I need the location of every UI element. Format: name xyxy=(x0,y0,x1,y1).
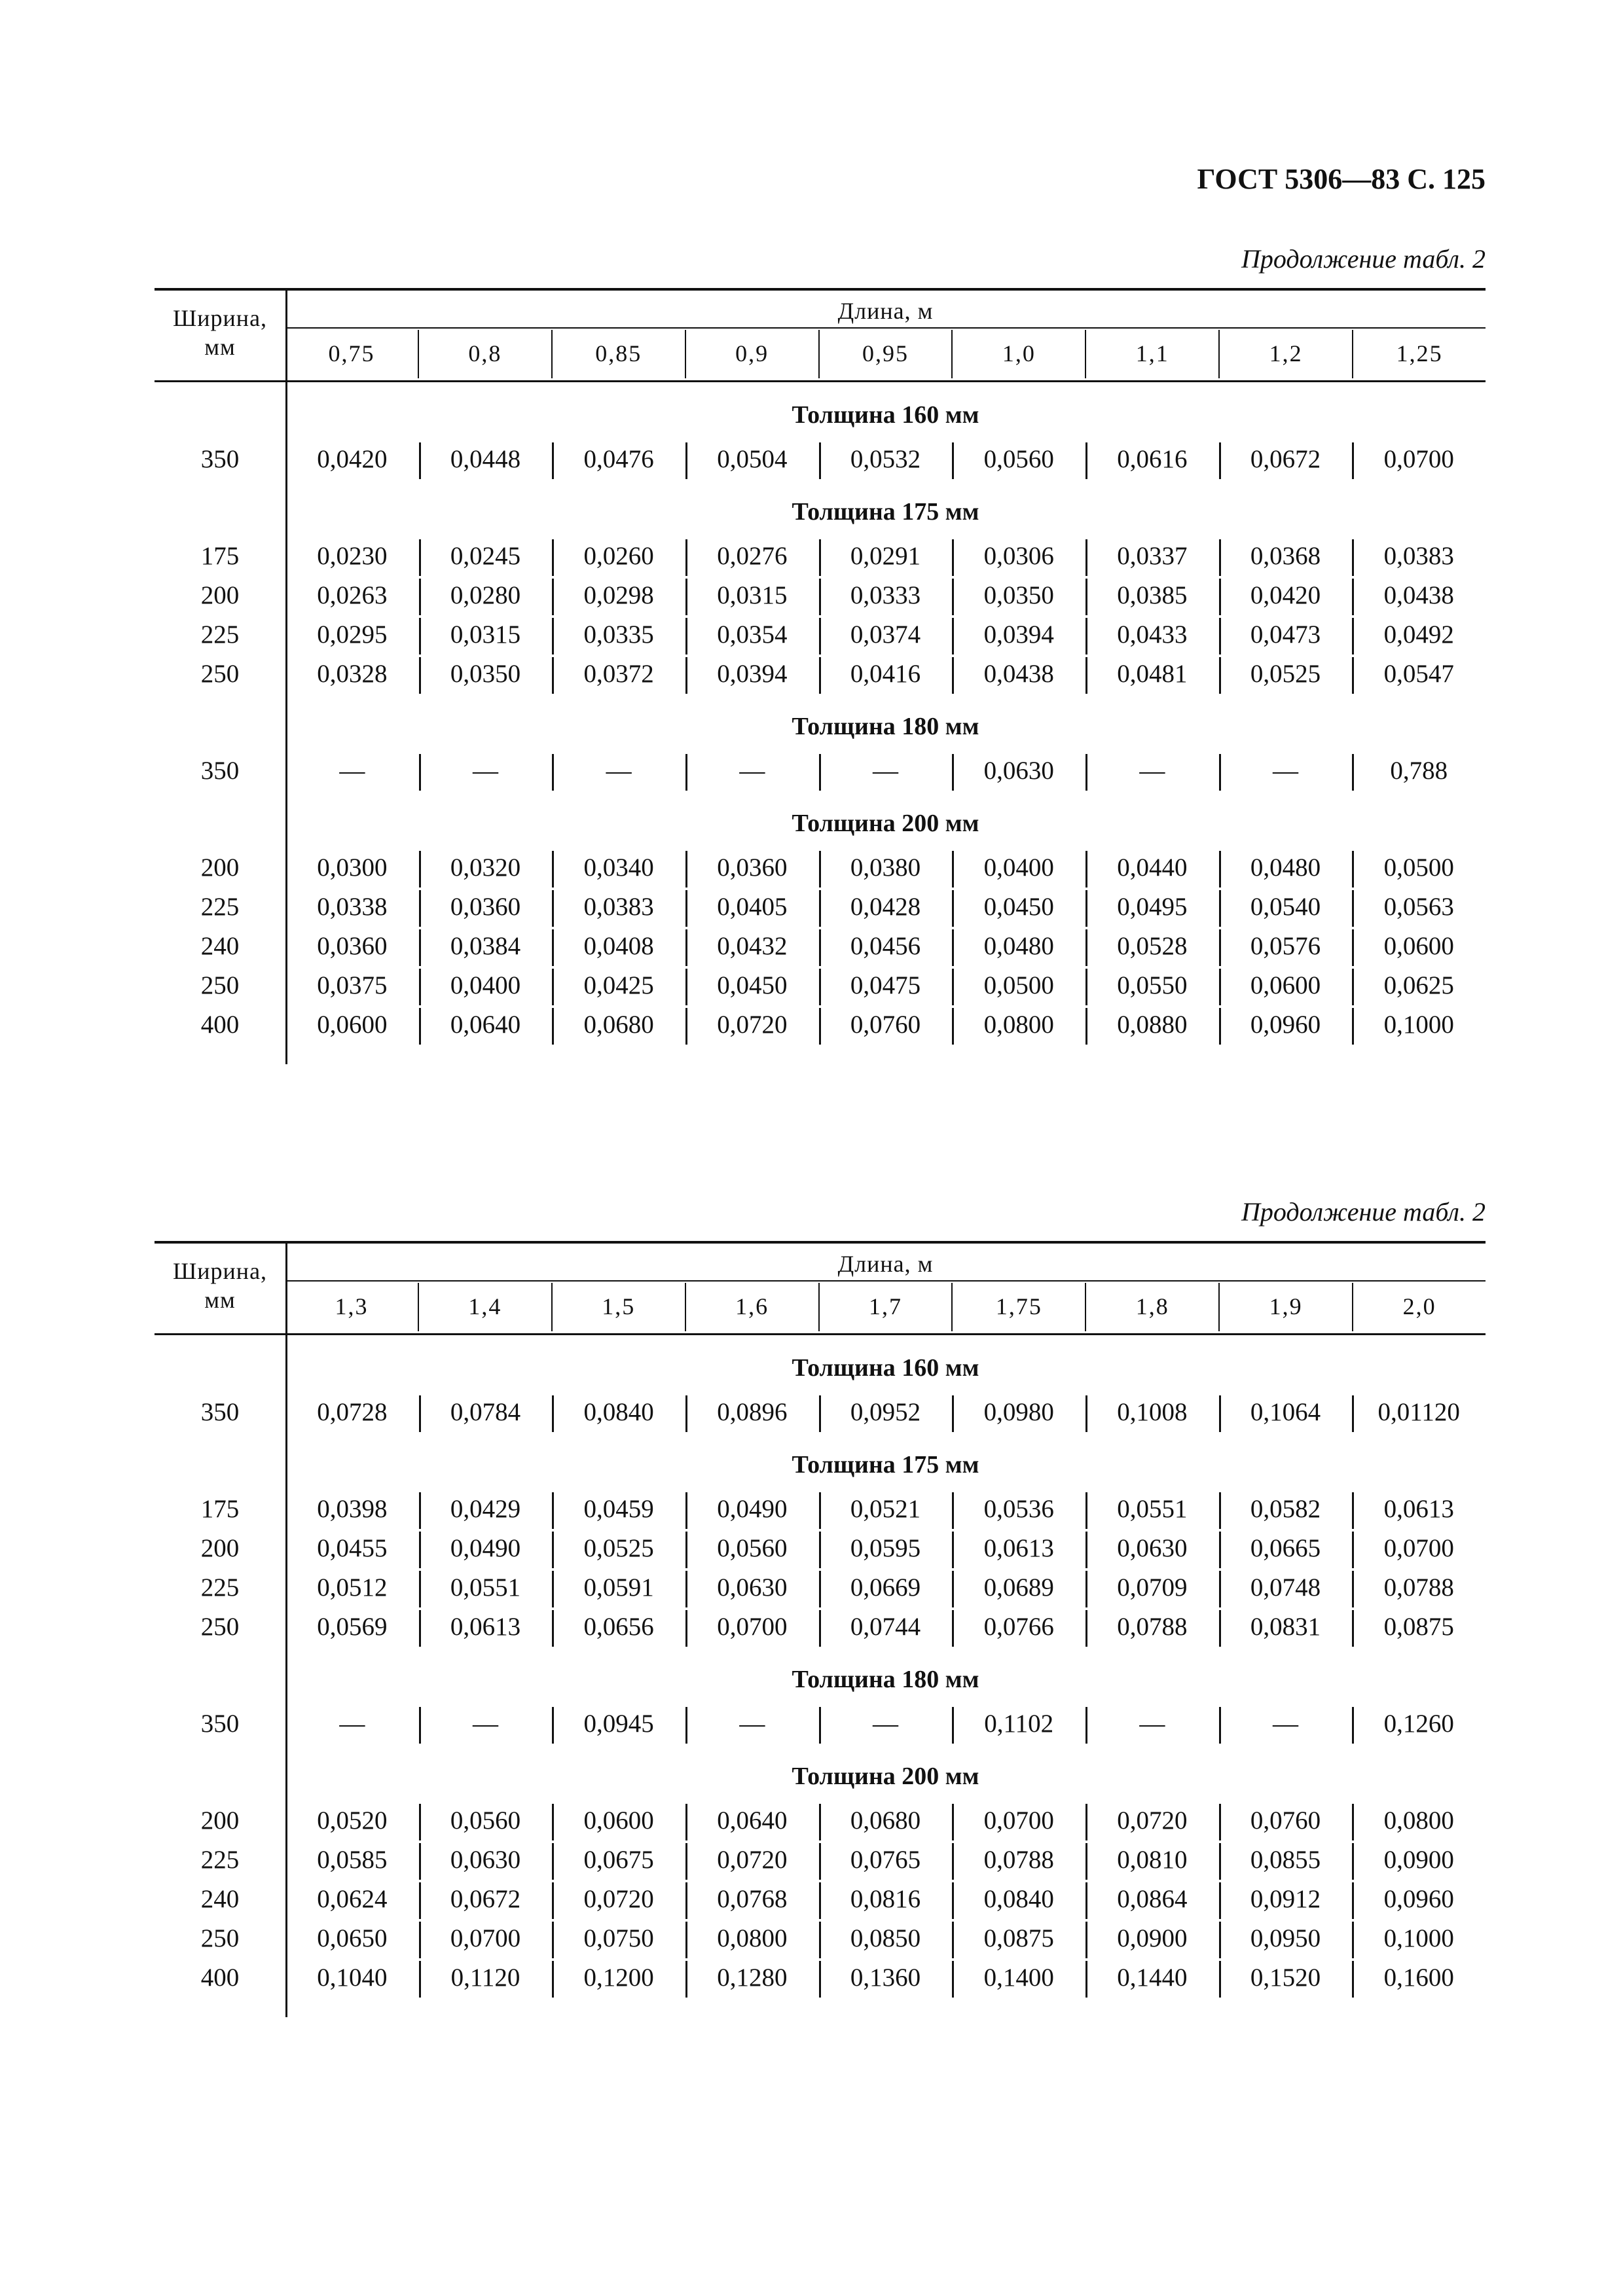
value-cell: 0,0504 xyxy=(685,440,819,479)
value-cell: 0,0420 xyxy=(317,445,388,473)
table-row xyxy=(155,966,1486,1005)
table-row xyxy=(155,888,1486,927)
table-row xyxy=(155,615,1486,655)
value-cell: 0,0521 xyxy=(819,1490,953,1529)
length-column: 1,2 xyxy=(1218,330,1352,378)
value-cell: 0,0433 xyxy=(1085,615,1219,655)
value-cell: 0,0333 xyxy=(819,576,953,615)
value-cell: 0,0850 xyxy=(819,1919,953,1958)
value-cell: 0,0438 xyxy=(952,655,1085,694)
value-cell: 0,0372 xyxy=(552,655,685,694)
value-cell: 0,0576 xyxy=(1219,927,1353,966)
value-cell: 0,0624 xyxy=(317,1885,388,1913)
value-cell: 0,0459 xyxy=(552,1490,685,1529)
value-cell: 0,0481 xyxy=(1085,655,1219,694)
value-cell: 0,1520 xyxy=(1219,1958,1353,1998)
width-cell: 240 xyxy=(200,1885,240,1913)
value-cell: 0,1360 xyxy=(819,1958,953,1998)
value-cell: 0,0600 xyxy=(317,1011,388,1039)
value-cell: 0,0875 xyxy=(952,1919,1085,1958)
value-cell: 0,0492 xyxy=(1352,615,1486,655)
width-cell: 350 xyxy=(200,1398,240,1426)
value-cell: 0,0368 xyxy=(1219,537,1353,576)
section-title: Толщина 175 мм xyxy=(792,1451,979,1479)
length-header: Длина, м xyxy=(285,1247,1486,1282)
length-column: 1,4 xyxy=(418,1283,551,1331)
value-cell: 0,0551 xyxy=(1085,1490,1219,1529)
value-cell: 0,1000 xyxy=(1352,1005,1486,1045)
value-cell: 0,0613 xyxy=(952,1529,1085,1568)
value-cell: 0,1120 xyxy=(419,1958,553,1998)
value-cell: 0,0720 xyxy=(685,1840,819,1880)
value-cell: 0,0394 xyxy=(952,615,1085,655)
length-column: 1,9 xyxy=(1218,1283,1352,1331)
value-cell: 0,0337 xyxy=(1085,537,1219,576)
value-cell: 0,0405 xyxy=(685,888,819,927)
value-cell: 0,0428 xyxy=(819,888,953,927)
width-cell: 250 xyxy=(200,1924,240,1952)
width-cell: 175 xyxy=(200,542,240,570)
value-cell: 0,0455 xyxy=(317,1534,388,1562)
value-cell: 0,0440 xyxy=(1085,848,1219,888)
value-cell: 0,0473 xyxy=(1219,615,1353,655)
value-cell: 0,0672 xyxy=(419,1880,553,1919)
value-cell: 0,0360 xyxy=(317,932,388,960)
value-cell: 0,0810 xyxy=(1085,1840,1219,1880)
section-title: Толщина 200 мм xyxy=(792,1763,979,1790)
value-cell: 0,0630 xyxy=(1085,1529,1219,1568)
value-cell: 0,0613 xyxy=(419,1607,553,1647)
value-cell: 0,0700 xyxy=(1352,440,1486,479)
table-header xyxy=(155,1241,1486,1335)
value-cell: 0,0320 xyxy=(419,848,553,888)
value-cell: 0,0490 xyxy=(419,1529,553,1568)
value-cell: 0,0665 xyxy=(1219,1529,1353,1568)
value-cell: 0,0760 xyxy=(819,1005,953,1045)
value-cell: 0,0563 xyxy=(1352,888,1486,927)
value-cell: 0,0630 xyxy=(952,751,1085,791)
width-cell: 175 xyxy=(200,1495,240,1523)
value-cell: 0,0550 xyxy=(1085,966,1219,1005)
value-cell: 0,0855 xyxy=(1219,1840,1353,1880)
value-cell: 0,0582 xyxy=(1219,1490,1353,1529)
length-header: Длина, м xyxy=(285,295,1486,329)
value-cell: 0,0230 xyxy=(317,542,388,570)
width-cell: 240 xyxy=(200,932,240,960)
value-cell: 0,0456 xyxy=(819,927,953,966)
length-column: 1,0 xyxy=(951,330,1085,378)
value-cell: 0,0480 xyxy=(952,927,1085,966)
value-cell: 0,0300 xyxy=(317,853,388,882)
value-cell: 0,1280 xyxy=(685,1958,819,1998)
value-cell: 0,0500 xyxy=(952,966,1085,1005)
value-cell: 0,0495 xyxy=(1085,888,1219,927)
value-cell: 0,0672 xyxy=(1219,440,1353,479)
table-row xyxy=(155,655,1486,694)
table-row xyxy=(155,1919,1486,1958)
value-cell: 0,0500 xyxy=(1352,848,1486,888)
value-cell: 0,0383 xyxy=(552,888,685,927)
value-cell: 0,0595 xyxy=(819,1529,953,1568)
value-cell: 0,0383 xyxy=(1352,537,1486,576)
table-row xyxy=(155,751,1486,791)
length-column: 1,5 xyxy=(551,1283,685,1331)
value-cell: 0,0374 xyxy=(819,615,953,655)
value-cell: 0,0945 xyxy=(552,1704,685,1744)
table-row xyxy=(155,927,1486,966)
value-cell: 0,0384 xyxy=(419,927,553,966)
width-cell: 250 xyxy=(200,1613,240,1641)
length-column: 0,95 xyxy=(818,330,952,378)
width-cell: 400 xyxy=(200,1964,240,1992)
width-cell: 200 xyxy=(200,581,240,609)
value-cell: 0,0432 xyxy=(685,927,819,966)
value-cell: 0,0700 xyxy=(685,1607,819,1647)
value-cell: 0,788 xyxy=(1352,751,1486,791)
value-cell: — xyxy=(819,1704,953,1744)
value-cell: 0,0613 xyxy=(1352,1490,1486,1529)
value-cell: 0,0800 xyxy=(952,1005,1085,1045)
table-body xyxy=(155,382,1486,1064)
table-caption: Продолжение табл. 2 xyxy=(1241,244,1486,274)
value-cell: 0,0952 xyxy=(819,1393,953,1432)
section-title: Толщина 160 мм xyxy=(792,401,979,429)
length-column: 1,6 xyxy=(685,1283,818,1331)
value-cell: 0,0640 xyxy=(419,1005,553,1045)
value-cell: 0,1000 xyxy=(1352,1919,1486,1958)
value-cell: 0,0429 xyxy=(419,1490,553,1529)
value-cell: 0,0400 xyxy=(419,966,553,1005)
value-cell: 0,0950 xyxy=(1219,1919,1353,1958)
value-cell: 0,0788 xyxy=(1352,1568,1486,1607)
value-cell: 0,0400 xyxy=(952,848,1085,888)
value-cell: 0,0291 xyxy=(819,537,953,576)
value-cell: 0,0640 xyxy=(685,1801,819,1840)
value-cell: 0,1040 xyxy=(317,1964,388,1992)
value-cell: 0,0394 xyxy=(685,655,819,694)
table-row xyxy=(155,848,1486,888)
value-cell: — xyxy=(1219,751,1353,791)
value-cell: 0,0784 xyxy=(419,1393,553,1432)
value-cell: 0,0625 xyxy=(1352,966,1486,1005)
value-cell: — xyxy=(685,751,819,791)
width-cell: 250 xyxy=(200,971,240,999)
value-cell: 0,0709 xyxy=(1085,1568,1219,1607)
table-row xyxy=(155,1393,1486,1432)
section-title: Толщина 180 мм xyxy=(792,1666,979,1693)
table-header xyxy=(155,288,1486,382)
value-cell: 0,0263 xyxy=(317,581,388,609)
value-cell: 0,0980 xyxy=(952,1393,1085,1432)
value-cell: 0,0720 xyxy=(552,1880,685,1919)
value-cell: 0,0669 xyxy=(819,1568,953,1607)
width-cell: 350 xyxy=(200,1710,240,1738)
width-cell: 225 xyxy=(200,620,240,649)
value-cell: 0,0750 xyxy=(552,1919,685,1958)
width-cell: 225 xyxy=(200,1846,240,1874)
value-cell: 0,1600 xyxy=(1352,1958,1486,1998)
value-cell: 0,0276 xyxy=(685,537,819,576)
length-columns xyxy=(285,330,1486,378)
value-cell: 0,0551 xyxy=(419,1568,553,1607)
value-cell: 0,1008 xyxy=(1085,1393,1219,1432)
value-cell: 0,0728 xyxy=(317,1398,388,1426)
value-cell: 0,0960 xyxy=(1352,1880,1486,1919)
value-cell: 0,0880 xyxy=(1085,1005,1219,1045)
value-cell: — xyxy=(819,751,953,791)
value-cell: 0,0315 xyxy=(685,576,819,615)
section-title: Толщина 180 мм xyxy=(792,713,979,740)
value-cell: 0,0385 xyxy=(1085,576,1219,615)
length-column: 1,1 xyxy=(1085,330,1218,378)
length-column: 0,9 xyxy=(685,330,818,378)
table-body xyxy=(155,1335,1486,2017)
table-row xyxy=(155,1529,1486,1568)
length-columns xyxy=(285,1283,1486,1331)
value-cell: 0,0630 xyxy=(685,1568,819,1607)
width-cell: 200 xyxy=(200,853,240,882)
value-cell: 0,0350 xyxy=(952,576,1085,615)
value-cell: 0,0476 xyxy=(552,440,685,479)
width-column-header: Ширина, мм xyxy=(172,1258,268,1313)
data-table xyxy=(155,1241,1486,2017)
value-cell: 0,0744 xyxy=(819,1607,953,1647)
value-cell: 0,0720 xyxy=(1085,1801,1219,1840)
value-cell: 0,0245 xyxy=(419,537,553,576)
value-cell: 0,0315 xyxy=(419,615,553,655)
value-cell: 0,0766 xyxy=(952,1607,1085,1647)
value-cell: 0,0900 xyxy=(1085,1919,1219,1958)
value-cell: 0,0528 xyxy=(1085,927,1219,966)
value-cell: 0,0398 xyxy=(317,1495,388,1523)
value-cell: 0,0380 xyxy=(819,848,953,888)
value-cell: 0,1200 xyxy=(552,1958,685,1998)
value-cell: 0,0360 xyxy=(685,848,819,888)
value-cell: 0,0831 xyxy=(1219,1607,1353,1647)
value-cell: 0,0800 xyxy=(1352,1801,1486,1840)
value-cell: — xyxy=(339,1710,365,1738)
value-cell: — xyxy=(339,757,365,785)
table-row xyxy=(155,1568,1486,1607)
value-cell: 0,0689 xyxy=(952,1568,1085,1607)
value-cell: 0,0569 xyxy=(317,1613,388,1641)
table-row xyxy=(155,440,1486,479)
value-cell: 0,1102 xyxy=(952,1704,1085,1744)
value-cell: 0,0800 xyxy=(685,1919,819,1958)
value-cell: 0,0295 xyxy=(317,620,388,649)
value-cell: 0,0450 xyxy=(952,888,1085,927)
width-cell: 250 xyxy=(200,660,240,688)
width-cell: 400 xyxy=(200,1011,240,1039)
value-cell: 0,0700 xyxy=(952,1801,1085,1840)
value-cell: 0,0600 xyxy=(552,1801,685,1840)
data-table xyxy=(155,288,1486,1064)
table-row xyxy=(155,1958,1486,1998)
table-row xyxy=(155,1801,1486,1840)
width-cell: 350 xyxy=(200,445,240,473)
value-cell: — xyxy=(419,751,553,791)
value-cell: 0,0656 xyxy=(552,1607,685,1647)
value-cell: 0,0480 xyxy=(1219,848,1353,888)
value-cell: 0,0720 xyxy=(685,1005,819,1045)
section-title: Толщина 160 мм xyxy=(792,1354,979,1382)
value-cell: 0,0408 xyxy=(552,927,685,966)
value-cell: 0,0525 xyxy=(552,1529,685,1568)
value-cell: 0,1260 xyxy=(1352,1704,1486,1744)
value-cell: 0,0360 xyxy=(419,888,553,927)
table-row xyxy=(155,576,1486,615)
value-cell: 0,0896 xyxy=(685,1393,819,1432)
value-cell: 0,0560 xyxy=(952,440,1085,479)
width-cell: 225 xyxy=(200,893,240,921)
value-cell: 0,0864 xyxy=(1085,1880,1219,1919)
width-column-header: Ширина, мм xyxy=(172,305,268,360)
value-cell: 0,0335 xyxy=(552,615,685,655)
value-cell: 0,0600 xyxy=(1352,927,1486,966)
value-cell: 0,0560 xyxy=(419,1801,553,1840)
value-cell: 0,0520 xyxy=(317,1806,388,1835)
length-column: 0,8 xyxy=(418,330,551,378)
value-cell: 0,0748 xyxy=(1219,1568,1353,1607)
value-cell: 0,1400 xyxy=(952,1958,1085,1998)
value-cell: 0,0912 xyxy=(1219,1880,1353,1919)
length-column: 1,3 xyxy=(335,1293,369,1319)
value-cell: 0,0900 xyxy=(1352,1840,1486,1880)
page-header: ГОСТ 5306—83 С. 125 xyxy=(1197,163,1486,195)
value-cell: 0,0591 xyxy=(552,1568,685,1607)
value-cell: 0,0875 xyxy=(1352,1607,1486,1647)
value-cell: 0,0525 xyxy=(1219,655,1353,694)
length-column: 1,25 xyxy=(1352,330,1486,378)
value-cell: 0,0788 xyxy=(952,1840,1085,1880)
value-cell: — xyxy=(419,1704,553,1744)
length-column: 2,0 xyxy=(1352,1283,1486,1331)
value-cell: 0,1064 xyxy=(1219,1393,1353,1432)
value-cell: 0,0760 xyxy=(1219,1801,1353,1840)
width-cell: 200 xyxy=(200,1806,240,1835)
length-column: 1,8 xyxy=(1085,1283,1218,1331)
value-cell: 0,0438 xyxy=(1352,576,1486,615)
table-row xyxy=(155,1490,1486,1529)
value-cell: 0,0675 xyxy=(552,1840,685,1880)
value-cell: 0,0350 xyxy=(419,655,553,694)
value-cell: 0,0340 xyxy=(552,848,685,888)
table-row xyxy=(155,1607,1486,1647)
value-cell: 0,0490 xyxy=(685,1490,819,1529)
value-cell: 0,0616 xyxy=(1085,440,1219,479)
table-row xyxy=(155,1704,1486,1744)
width-cell: 200 xyxy=(200,1534,240,1562)
value-cell: 0,0298 xyxy=(552,576,685,615)
width-cell: 225 xyxy=(200,1573,240,1602)
value-cell: 0,0532 xyxy=(819,440,953,479)
value-cell: 0,0416 xyxy=(819,655,953,694)
value-cell: 0,0840 xyxy=(952,1880,1085,1919)
value-cell: 0,0560 xyxy=(685,1529,819,1568)
value-cell: 0,0768 xyxy=(685,1880,819,1919)
value-cell: 0,0306 xyxy=(952,537,1085,576)
value-cell: 0,0788 xyxy=(1085,1607,1219,1647)
value-cell: 0,0547 xyxy=(1352,655,1486,694)
length-column: 0,75 xyxy=(328,340,375,367)
table-row xyxy=(155,1880,1486,1919)
section-title: Толщина 175 мм xyxy=(792,498,979,526)
table-row xyxy=(155,1840,1486,1880)
length-column: 1,7 xyxy=(818,1283,952,1331)
value-cell: 0,0280 xyxy=(419,576,553,615)
table-row xyxy=(155,1005,1486,1045)
value-cell: 0,0960 xyxy=(1219,1005,1353,1045)
value-cell: 0,0512 xyxy=(317,1573,388,1602)
table-caption: Продолжение табл. 2 xyxy=(1241,1197,1486,1227)
value-cell: — xyxy=(1219,1704,1353,1744)
value-cell: — xyxy=(1085,1704,1219,1744)
value-cell: 0,0816 xyxy=(819,1880,953,1919)
length-column: 1,75 xyxy=(951,1283,1085,1331)
value-cell: — xyxy=(552,751,685,791)
value-cell: 0,0328 xyxy=(317,660,388,688)
width-cell: 350 xyxy=(200,757,240,785)
section-title: Толщина 200 мм xyxy=(792,810,979,837)
value-cell: 0,0585 xyxy=(317,1846,388,1874)
value-cell: 0,0536 xyxy=(952,1490,1085,1529)
value-cell: 0,0420 xyxy=(1219,576,1353,615)
value-cell: 0,0540 xyxy=(1219,888,1353,927)
value-cell: 0,01120 xyxy=(1352,1393,1486,1432)
value-cell: 0,0354 xyxy=(685,615,819,655)
value-cell: 0,0840 xyxy=(552,1393,685,1432)
value-cell: — xyxy=(1085,751,1219,791)
value-cell: 0,0700 xyxy=(419,1919,553,1958)
value-cell: 0,0765 xyxy=(819,1840,953,1880)
value-cell: 0,0700 xyxy=(1352,1529,1486,1568)
value-cell: 0,0338 xyxy=(317,893,388,921)
value-cell: 0,0680 xyxy=(552,1005,685,1045)
value-cell: 0,0680 xyxy=(819,1801,953,1840)
value-cell: 0,0630 xyxy=(419,1840,553,1880)
value-cell: 0,0375 xyxy=(317,971,388,999)
value-cell: 0,0475 xyxy=(819,966,953,1005)
value-cell: 0,1440 xyxy=(1085,1958,1219,1998)
value-cell: 0,0450 xyxy=(685,966,819,1005)
value-cell: — xyxy=(685,1704,819,1744)
value-cell: 0,0425 xyxy=(552,966,685,1005)
value-cell: 0,0260 xyxy=(552,537,685,576)
table-row xyxy=(155,537,1486,576)
value-cell: 0,0448 xyxy=(419,440,553,479)
value-cell: 0,0600 xyxy=(1219,966,1353,1005)
length-column: 0,85 xyxy=(551,330,685,378)
value-cell: 0,0650 xyxy=(317,1924,388,1952)
